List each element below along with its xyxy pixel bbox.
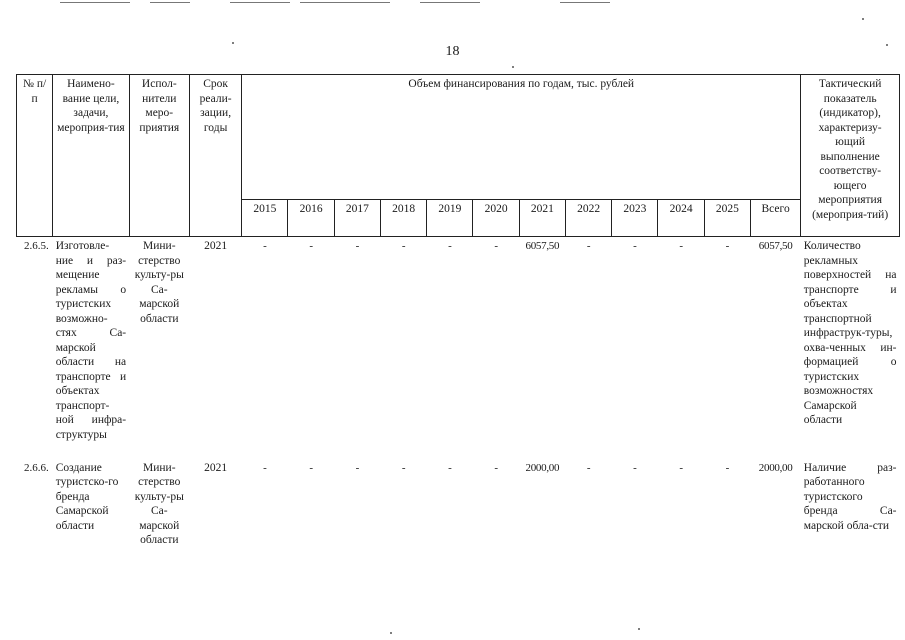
row-value: - bbox=[309, 461, 313, 474]
header-funding: Объем финансирования по годам, тыс. рублей bbox=[242, 75, 801, 200]
header-year: 2018 bbox=[380, 200, 426, 237]
row-term: 2021 bbox=[204, 240, 228, 252]
row-value: - bbox=[448, 240, 452, 252]
table-row bbox=[17, 237, 900, 459]
row-value: - bbox=[448, 461, 452, 474]
row-value: - bbox=[355, 240, 360, 252]
row-value: - bbox=[309, 240, 313, 252]
header-year: 2023 bbox=[612, 200, 658, 237]
header-total: Всего bbox=[750, 200, 800, 237]
header-year: 2017 bbox=[334, 200, 380, 237]
row-value: - bbox=[355, 461, 360, 474]
row-value: - bbox=[679, 461, 683, 474]
row-value: - bbox=[401, 240, 406, 252]
row-value: - bbox=[494, 240, 498, 252]
row-value: - bbox=[401, 461, 406, 474]
header-year: 2016 bbox=[288, 200, 334, 237]
funding-table bbox=[16, 74, 900, 550]
row-value: - bbox=[679, 240, 683, 252]
header-year: 2019 bbox=[427, 200, 473, 237]
header-num: № п/п bbox=[17, 75, 53, 237]
row-term: 2021 bbox=[204, 461, 228, 474]
row-indicator: Количество рекламных поверхностей на транспорте и объектах транспортной инфраструк-туры, охва-ченных ин-формацией о туристских возможностях Самарской области bbox=[803, 240, 897, 426]
header-term: Срок реали-зации, годы bbox=[189, 75, 241, 237]
row-value: - bbox=[633, 461, 637, 474]
row-value: - bbox=[263, 240, 267, 252]
row-executor: Мини-стерство культу-ры Са-марской области bbox=[134, 240, 184, 325]
header-year: 2020 bbox=[473, 200, 519, 237]
row-value: - bbox=[725, 461, 730, 474]
row-num: 2.6.6. bbox=[23, 461, 49, 474]
table-row bbox=[17, 459, 900, 550]
row-value: - bbox=[263, 461, 267, 474]
header-year: 2015 bbox=[242, 200, 288, 237]
header-executor: Испол-нители меро-приятия bbox=[129, 75, 189, 237]
row-value: - bbox=[586, 461, 591, 474]
row-num: 2.6.5. bbox=[23, 240, 49, 252]
row-name: Изготовле-ние и раз-мещение рекламы о туристских возможно-стях Са-марской области на транспорте и объектах транспорт-ной инфра-структуры bbox=[55, 240, 127, 441]
page-number: 18 bbox=[445, 44, 460, 59]
row-value: - bbox=[633, 240, 637, 252]
row-value: - bbox=[586, 240, 591, 252]
header-year: 2021 bbox=[519, 200, 565, 237]
row-value: - bbox=[725, 240, 730, 252]
row-indicator: Наличие раз-работанного туристского бренда Са-марской обла-сти bbox=[803, 461, 897, 532]
header-year: 2025 bbox=[704, 200, 750, 237]
row-total: 6057,50 bbox=[758, 240, 793, 252]
row-name: Создание туристско-го бренда Самарской области bbox=[55, 461, 119, 532]
header-year: 2022 bbox=[565, 200, 611, 237]
row-value: 6057,50 bbox=[525, 240, 560, 252]
header-name: Наимено-вание цели, задачи, мероприя-тия bbox=[53, 75, 129, 237]
row-executor: Мини-стерство культу-ры Са-марской области bbox=[134, 461, 184, 546]
row-total: 2000,00 bbox=[758, 461, 793, 474]
row-value: 2000,00 bbox=[525, 461, 560, 474]
header-indicator: Тактический показатель (индикатор), характеризу-ющий выполнение соответству-ющего мероприятия (мероприя-тий) bbox=[801, 75, 900, 237]
header-year: 2024 bbox=[658, 200, 704, 237]
row-value: - bbox=[494, 461, 498, 474]
